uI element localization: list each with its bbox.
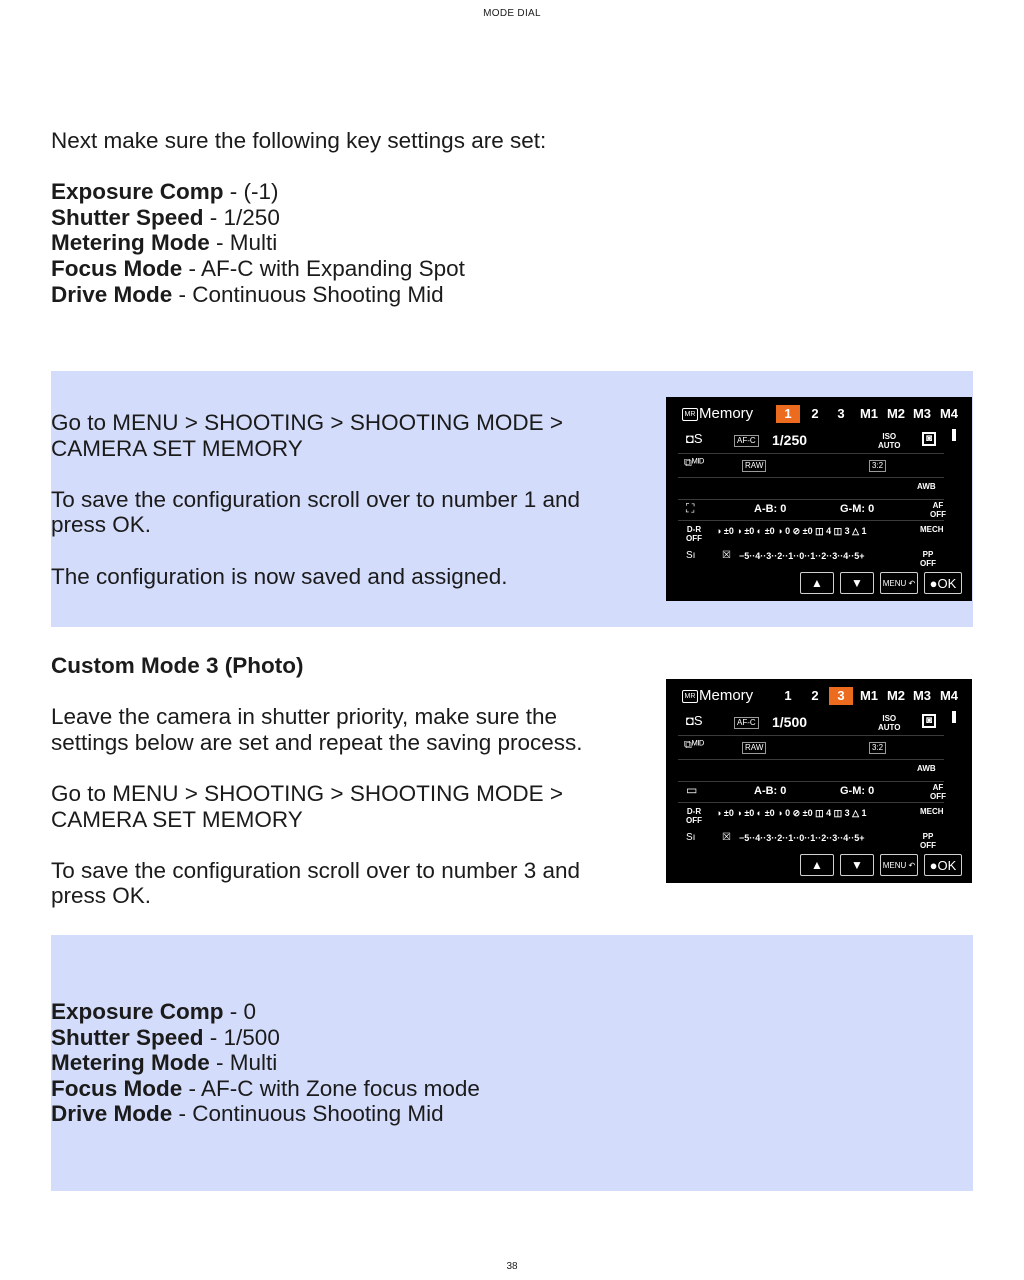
camera-memory-screen-1	[666, 397, 972, 601]
instruction-line: Leave the camera in shutter priority, make sure the	[51, 704, 558, 730]
divider	[678, 735, 944, 736]
scrollbar-thumb	[952, 711, 956, 723]
focus-area-icon: ⛶	[686, 501, 695, 515]
white-balance-ab: A-B: 0	[754, 785, 787, 797]
slot-m2: M2	[886, 406, 906, 421]
menu-back-button[interactable]: MENU ↶	[880, 572, 918, 594]
af-off-icon: AF OFF	[930, 783, 946, 801]
setting-focus-mode: Focus Mode - AF-C with Zone focus mode	[51, 1075, 480, 1101]
shutter-value: 1/500	[772, 714, 808, 730]
instruction-line: Go to MENU > SHOOTING > SHOOTING MODE >	[51, 780, 563, 806]
steady-shot-icon: Sı	[686, 550, 696, 561]
running-header: MODE DIAL	[483, 8, 541, 19]
camera-still-icon: ◘S	[686, 713, 703, 728]
instruction-line: The configuration is now saved and assigned.	[51, 563, 508, 589]
up-button[interactable]: ▲	[800, 572, 834, 594]
setting-focus-mode: Focus Mode - AF-C with Expanding Spot	[51, 255, 465, 281]
setting-shutter-speed: Shutter Speed - 1/500	[51, 1024, 280, 1050]
awb-icon: AWB	[917, 764, 936, 773]
divider	[678, 781, 944, 782]
camera-memory-screen-3	[666, 679, 972, 883]
divider	[678, 520, 944, 521]
slot-2: 2	[811, 406, 819, 421]
focus-mode-badge: AF-C	[734, 435, 759, 447]
aspect-ratio-badge: 3:2	[869, 742, 886, 754]
screen-title: Memory	[699, 687, 754, 704]
slot-1: 1	[784, 688, 792, 703]
steady-shot-icon: Sı	[686, 832, 696, 843]
slot-1: 1	[776, 405, 800, 423]
shutter-type: MECH	[920, 525, 944, 534]
setting-exposure-comp: Exposure Comp - (-1)	[51, 179, 279, 205]
white-balance-gm: G-M: 0	[840, 785, 875, 797]
save-instructions-1	[51, 410, 580, 589]
drive-mode-icon: ⧉ᴹᴵᴰ	[684, 457, 705, 469]
slot-m1: M1	[859, 406, 879, 421]
metering-icon: ◙	[922, 432, 936, 446]
setting-metering-mode: Metering Mode - Multi	[51, 230, 278, 256]
down-button[interactable]: ▼	[840, 854, 874, 876]
focus-mode-badge: AF-C	[734, 717, 759, 729]
iso-setting: ISO AUTO	[878, 714, 901, 732]
slot-2: 2	[811, 688, 819, 703]
slot-3: 3	[829, 687, 853, 705]
setting-drive-mode: Drive Mode - Continuous Shooting Mid	[51, 1101, 444, 1127]
picture-profile-icon: PP OFF	[920, 550, 936, 568]
exposure-comp-icon: ☒	[722, 550, 731, 561]
down-button[interactable]: ▼	[840, 572, 874, 594]
setting-metering-mode: Metering Mode - Multi	[51, 1050, 278, 1076]
slot-m4: M4	[939, 688, 959, 703]
slot-m1: M1	[859, 688, 879, 703]
instruction-line: Go to MENU > SHOOTING > SHOOTING MODE >	[51, 410, 563, 435]
dro-icon: D-R OFF	[686, 525, 702, 543]
picture-adjust-row: ◑ ±0 ◑ ±0 ◐ ±0 ◑ 0 ⊘ ±0 ◫ 4 ◫ 3 △ 1	[716, 808, 867, 818]
intro-line: Next make sure the following key settings are set:	[51, 128, 547, 153]
up-button[interactable]: ▲	[800, 854, 834, 876]
file-format-badge: RAW	[742, 460, 766, 472]
settings-block-2	[51, 999, 480, 1127]
setting-shutter-speed: Shutter Speed - 1/250	[51, 204, 280, 230]
instruction-line: CAMERA SET MEMORY	[51, 806, 303, 832]
divider	[678, 499, 944, 500]
ok-button[interactable]: ● OK	[924, 572, 962, 594]
memory-recall-icon: MR	[682, 408, 698, 421]
divider	[678, 802, 944, 803]
instruction-line: To save the configuration scroll over to number 3 and	[51, 857, 581, 883]
intro-block	[51, 128, 546, 307]
memory-recall-icon: MR	[682, 690, 698, 703]
instruction-line: press OK.	[51, 512, 152, 538]
menu-back-button[interactable]: MENU ↶	[880, 854, 918, 876]
exposure-scale: −5··4··3··2··1··0··1··2··3··4··5+	[739, 833, 865, 843]
picture-adjust-row: ◑ ±0 ◑ ±0 ◐ ±0 ◑ 0 ⊘ ±0 ◫ 4 ◫ 3 △ 1	[716, 526, 867, 536]
slot-m3: M3	[912, 688, 932, 703]
white-balance-gm: G-M: 0	[840, 503, 875, 515]
metering-icon: ◙	[922, 714, 936, 728]
drive-mode-icon: ⧉ᴹᴵᴰ	[684, 739, 705, 751]
slot-3: 3	[837, 406, 845, 421]
focus-area-icon: ▭	[686, 783, 698, 797]
exposure-comp-icon: ☒	[722, 832, 731, 843]
section-heading: Custom Mode 3 (Photo)	[51, 653, 304, 678]
af-off-icon: AF OFF	[930, 501, 946, 519]
slot-m3: M3	[912, 406, 932, 421]
page-number: 38	[506, 1261, 518, 1272]
setting-exposure-comp: Exposure Comp - 0	[51, 999, 257, 1024]
picture-profile-icon: PP OFF	[920, 832, 936, 850]
file-format-badge: RAW	[742, 742, 766, 754]
ok-button[interactable]: ● OK	[924, 854, 962, 876]
aspect-ratio-badge: 3:2	[869, 460, 886, 472]
instruction-line: To save the configuration scroll over to number 1 and	[51, 486, 581, 512]
slot-m4: M4	[939, 406, 959, 421]
instruction-line: press OK.	[51, 883, 152, 909]
shutter-type: MECH	[920, 807, 944, 816]
shutter-value: 1/250	[772, 432, 808, 448]
divider	[678, 477, 944, 478]
setting-drive-mode: Drive Mode - Continuous Shooting Mid	[51, 281, 444, 307]
camera-still-icon: ◘S	[686, 431, 703, 446]
scrollbar-thumb	[952, 429, 956, 441]
custom-mode-3-block	[51, 653, 583, 909]
instruction-line: CAMERA SET MEMORY	[51, 435, 303, 461]
slot-m2: M2	[886, 688, 906, 703]
white-balance-ab: A-B: 0	[754, 503, 787, 515]
exposure-scale: −5··4··3··2··1··0··1··2··3··4··5+	[739, 551, 865, 561]
iso-setting: ISO AUTO	[878, 432, 901, 450]
divider	[678, 759, 944, 760]
awb-icon: AWB	[917, 482, 936, 491]
divider	[678, 453, 944, 454]
dro-icon: D-R OFF	[686, 807, 702, 825]
instruction-line: settings below are set and repeat the saving process.	[51, 729, 583, 755]
screen-title: Memory	[699, 405, 754, 422]
